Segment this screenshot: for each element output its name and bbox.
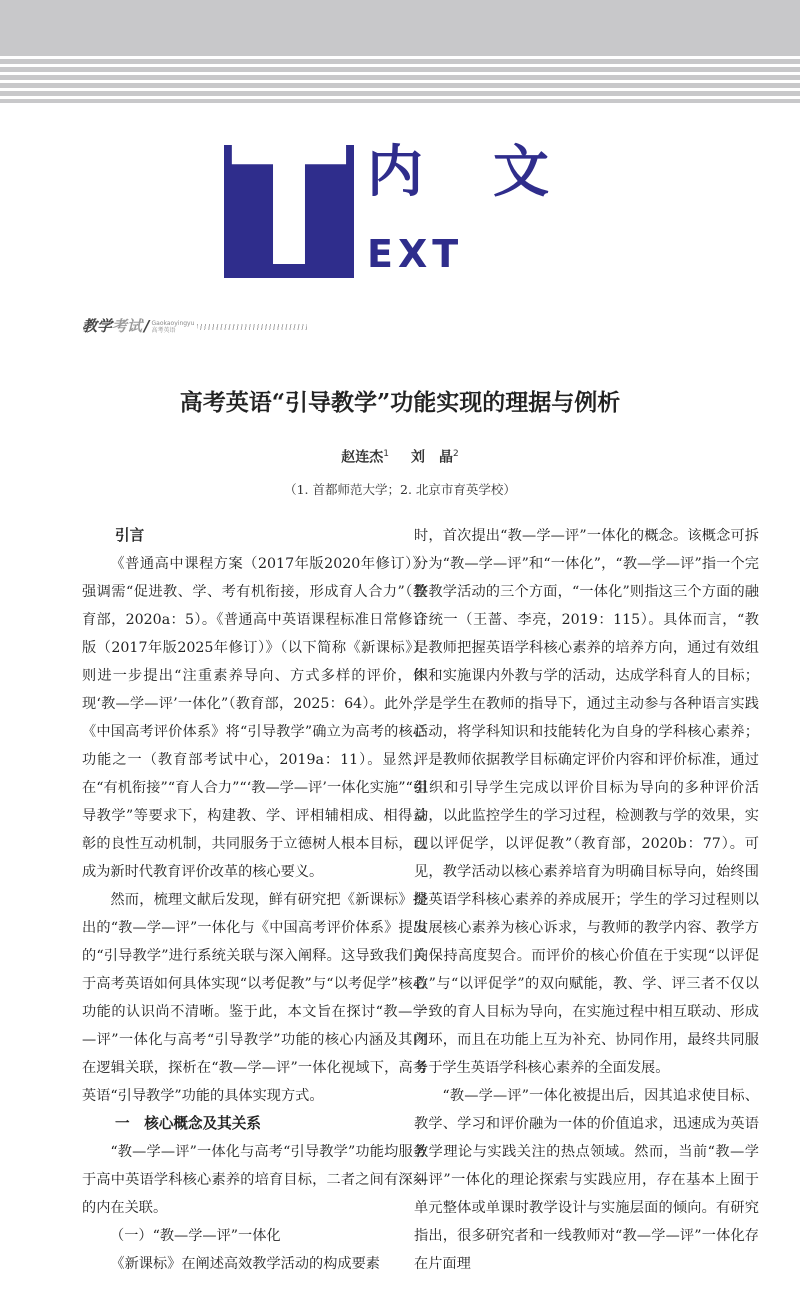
author-2: 刘 晶 (411, 449, 453, 466)
paragraph: 《普通高中课程方案（2017年版2020年修订）》强调需“促进教、学、考有机衔接，形成育人合力”（教育部，2020a：5）。《普通高中英语课程标准日常修订版（2017年版2025年修订）》（以下简称《新课标》）则进一步提出“注重素养导向、方式多样的评价，体现‘教—学—评’一体化”（教育部，2025：64）。此外，《中国高考评价体系》将“引导教学”确立为高考的核心功能之一（教育部考试中心，2019a：11）。显然，在“有机衔接”“育人合力”“‘教—学—评’一体化实施”“引导教学”等要求下，构建教、学、评相辅相成、相得益彰的良性互动机制，共同服务于立德树人根本目标，已成为新时代教育评价改革的核心要义。 (82, 556, 427, 880)
logo-chinese-title: 内文 (367, 140, 619, 205)
heading-section-1: 一 核心概念及其关系 (115, 1115, 261, 1132)
heading-introduction: 引言 (115, 527, 145, 544)
left-column (82, 522, 427, 1278)
article-title: 高考英语“引导教学”功能实现的理据与例析 (179, 389, 621, 416)
author-1: 赵连杰 (341, 449, 384, 466)
authors-line (0, 443, 800, 469)
affiliations: （1. 首都师范大学；2. 北京市育英学校） (284, 482, 516, 497)
section-tag-divider: / (144, 317, 150, 335)
text-logo-block (224, 107, 354, 305)
header-band (0, 0, 800, 103)
right-column (414, 522, 759, 1278)
section-tag-hatch (197, 324, 307, 330)
paragraph: “教—学—评”一体化与高考“引导教学”功能均服务于高中英语学科核心素养的培育目标，二者之间有深刻的内在关联。 (82, 1144, 427, 1216)
section-tag-part2: 考试 (112, 317, 143, 335)
paragraph: 时，首次提出“教—学—评”一体化的概念。该概念可拆分为“教—学—评”和“一体化”，“教—学—评”指一个完整教学活动的三个方面，“一体化”则指这三个方面的融合统一（王蔷、李亮，2019：115）。具体而言，“教是教师把握英语学科核心素养的培养方向，通过有效组织和实施课内外教与学的活动，达成学科育人的目标；学是学生在教师的指导下，通过主动参与各种语言实践活动，将学科知识和技能转化为自身的学科核心素养；评是教师依据教学目标确定评价内容和评价标准，通过组织和引导学生完成以评价目标为导向的多种评价活动，以此监控学生的学习过程，检测教与学的效果，实现以评促学，以评促教”（教育部，2020b：77）。可见，教学活动以核心素养培育为明确目标导向，始终围绕英语学科核心素养的养成展开；学生的学习过程则以发展核心素养为核心诉求，与教师的教学内容、教学方向保持高度契合。而评价的核心价值在于实现“以评促教”与“以评促学”的双向赋能，教、学、评三者不仅以一致的育人目标为导向，在实施过程中相互联动、形成闭环，而且在功能上互为补充、协同作用，最终共同服务于学生英语学科核心素养的全面发展。 (414, 528, 759, 1076)
subheading-1: （一）“教—学—评”一体化 (110, 1228, 281, 1244)
section-tag-sub (152, 320, 195, 334)
logo-english-title: EXT (367, 232, 464, 276)
logo-letter-t: T (231, 107, 347, 305)
paragraph: “教—学—评”一体化被提出后，因其追求使目标、教学、学习和评价融为一体的价值追求，迅速成为英语教学理论与实践关注的热点领域。然而，当前“教—学—评”一体化的理论探索与实践应用，存在基本上囿于单元整体或单课时教学设计与实施层面的倾向。有研究指出，很多研究者和一线教师对“教—学—评”一体化存在片面理 (414, 1088, 759, 1272)
paragraph: 然而，梳理文献后发现，鲜有研究把《新课标》提出的“教—学—评”一体化与《中国高考评价体系》提出的“引导教学”进行系统关联与深入阐释。这导致我们关于高考英语如何具体实现“以考促教”与“以考促学”核心功能的认识尚不清晰。鉴于此，本文旨在探讨“教—学—评”一体化与高考“引导教学”功能的核心内涵及其内在逻辑关联，探析在“教—学—评”一体化视域下，高考英语“引导教学”功能的具体实现方式。 (82, 892, 427, 1104)
section-tag-pinyin: Gaokaoyingyu (151, 319, 195, 327)
section-tag (82, 316, 307, 336)
author-1-sup: 1 (383, 449, 389, 459)
paragraph: 《新课标》在阐述高效教学活动的构成要素 (110, 1256, 380, 1272)
section-tag-part1: 教学 (82, 317, 113, 335)
section-tag-sub-cn: 高考英语 (151, 326, 176, 334)
author-2-sup: 2 (453, 449, 459, 459)
